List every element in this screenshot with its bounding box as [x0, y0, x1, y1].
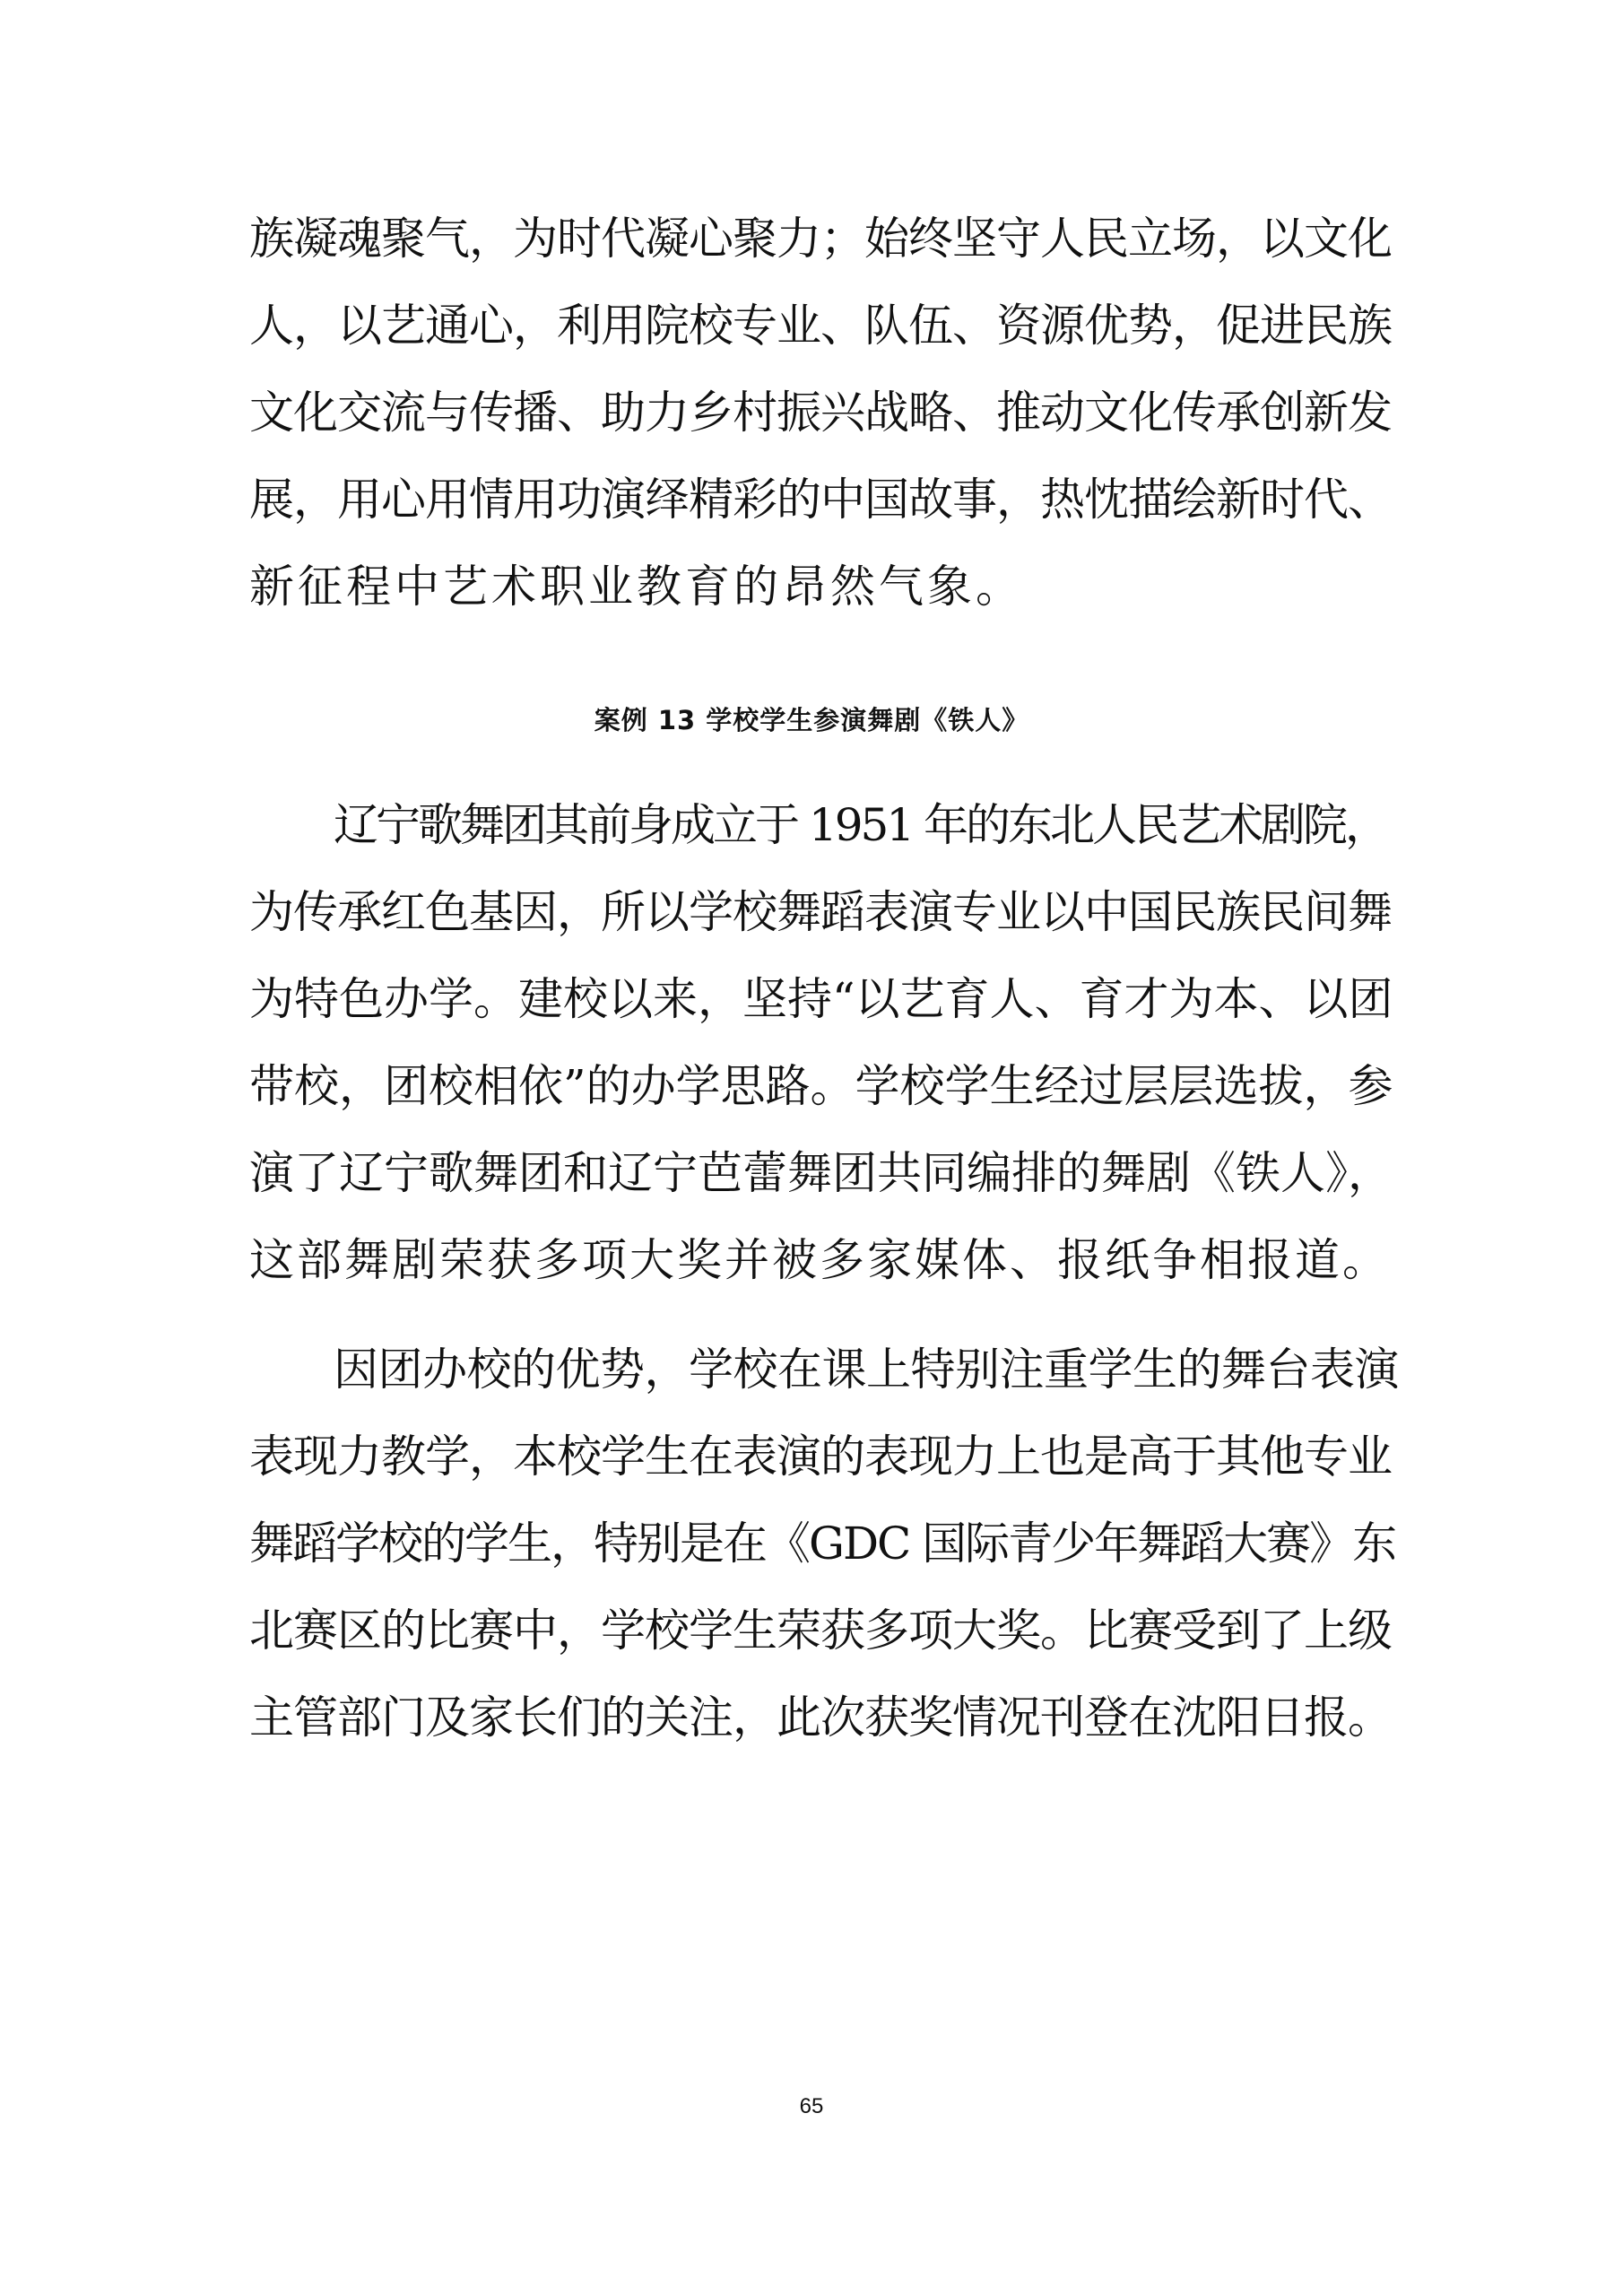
- case-heading: 案例 13 学校学生参演舞剧《铁人》: [594, 705, 1029, 735]
- intro-line-4: 展，用心用情用功演绎精彩的中国故事，热忱描绘新时代、: [249, 474, 1392, 526]
- intro-line-5: 新征程中艺术职业教育的昂然气象。: [249, 561, 1024, 613]
- paragraph-1-line-6: 这部舞剧荣获多项大奖并被多家媒体、报纸争相报道。: [249, 1234, 1390, 1286]
- paragraph-1-line-3: 为特色办学。建校以来，坚持“以艺育人、育才为本、以团: [249, 973, 1393, 1025]
- page-number: 65: [799, 2094, 824, 2118]
- paragraph-1-line-4: 带校，团校相依”的办学思路。学校学生经过层层选拔，参: [249, 1060, 1393, 1112]
- paragraph-2-line-4: 北赛区的比赛中，学校学生荣获多项大奖。比赛受到了上级: [249, 1605, 1392, 1657]
- paragraph-2-line-3: 舞蹈学校的学生，特别是在《GDC 国际青少年舞蹈大赛》东: [249, 1518, 1396, 1570]
- paragraph-2-line-1: 因团办校的优势，学校在课上特别注重学生的舞台表演: [334, 1344, 1399, 1396]
- paragraph-2-line-2: 表现力教学，本校学生在表演的表现力上也是高于其他专业: [249, 1431, 1392, 1483]
- paragraph-2-line-5: 主管部门及家长们的关注，此次获奖情况刊登在沈阳日报。: [249, 1692, 1392, 1744]
- intro-line-1: 族凝魂聚气，为时代凝心聚力；始终坚守人民立场，以文化: [249, 213, 1392, 265]
- intro-line-3: 文化交流与传播、助力乡村振兴战略、推动文化传承创新发: [249, 387, 1392, 439]
- paragraph-1-line-1: 辽宁歌舞团其前身成立于 1951 年的东北人民艺术剧院，: [334, 799, 1388, 851]
- intro-line-2: 人，以艺通心，利用院校专业、队伍、资源优势，促进民族: [249, 300, 1392, 352]
- paragraph-1-line-2: 为传承红色基因，所以学校舞蹈表演专业以中国民族民间舞: [249, 886, 1392, 938]
- paragraph-1-line-5: 演了辽宁歌舞团和辽宁芭蕾舞团共同编排的舞剧《铁人》，: [249, 1147, 1393, 1199]
